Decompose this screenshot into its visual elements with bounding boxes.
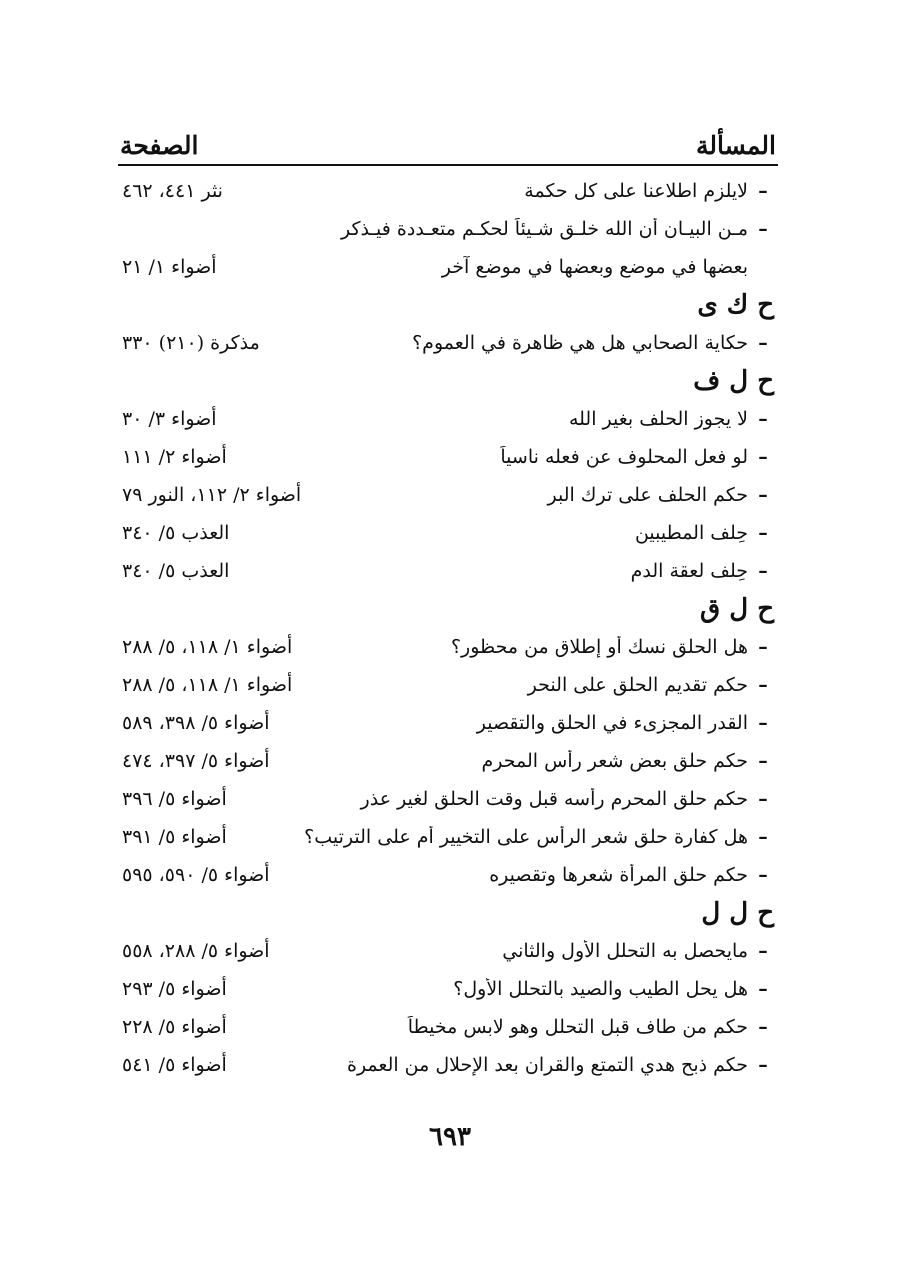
entry-reference: نثر ٤٤١، ٤٦٢ bbox=[122, 180, 223, 202]
entry-bullet: – bbox=[758, 1054, 768, 1076]
entry-topic: هل يحل الطيب والصيد بالتحلل الأول؟ bbox=[453, 978, 748, 1000]
entry-topic: مايحصل به التحلل الأول والثاني bbox=[502, 940, 748, 962]
entry-reference: أضواء ٥/ ٣٩٧، ٤٧٤ bbox=[122, 750, 270, 772]
entry-bullet: – bbox=[758, 940, 768, 962]
index-entry bbox=[118, 780, 778, 818]
entry-topic: حكم من طاف قبل التحلل وهو لابس مخيطاً bbox=[407, 1016, 748, 1038]
entry-reference: أضواء ٥/ ٣٩٨، ٥٨٩ bbox=[122, 712, 270, 734]
entry-bullet: – bbox=[758, 218, 768, 240]
entry-topic: حكم ذبح هدي التمتع والقران بعد الإحلال من العمرة bbox=[346, 1054, 748, 1076]
entry-topic: مـن البيـان أن الله خلـق شـيئاً لحكـم متعـددة فيـذكر bbox=[340, 218, 748, 240]
entry-topic: حكاية الصحابي هل هي ظاهرة في العموم؟ bbox=[412, 332, 748, 354]
root-heading: ح ل ف bbox=[693, 366, 774, 396]
index-entry bbox=[118, 400, 778, 438]
entry-reference: أضواء ٥/ ٥٩٠، ٥٩٥ bbox=[122, 864, 270, 886]
index-entry bbox=[118, 704, 778, 742]
entry-reference: أضواء ٥/ ٣٩١ bbox=[122, 826, 227, 848]
entry-bullet: – bbox=[758, 712, 768, 734]
entry-reference: أضواء ٥/ ٣٩٦ bbox=[122, 788, 227, 810]
index-entry bbox=[118, 628, 778, 666]
index-entry bbox=[118, 970, 778, 1008]
index-entry bbox=[118, 742, 778, 780]
index-entry bbox=[118, 666, 778, 704]
entry-bullet: – bbox=[758, 674, 768, 696]
entry-topic: حكم حلق بعض شعر رأس المحرم bbox=[481, 750, 748, 772]
entry-topic: لو فعل المحلوف عن فعله ناسياً bbox=[500, 446, 748, 468]
entry-reference: أضواء ٢/ ١١١ bbox=[122, 446, 227, 468]
entry-bullet: – bbox=[758, 560, 768, 582]
index-entry bbox=[118, 248, 778, 286]
entry-bullet: – bbox=[758, 408, 768, 430]
entry-topic: حكم حلق المرأة شعرها وتقصيره bbox=[489, 864, 748, 886]
entry-bullet: – bbox=[758, 446, 768, 468]
root-heading: ح ك ى bbox=[697, 290, 774, 320]
entry-bullet: – bbox=[758, 978, 768, 1000]
header-issue-label: المسألة bbox=[696, 131, 776, 160]
entry-topic: هل الحلق نسك أو إطلاق من محظور؟ bbox=[450, 636, 748, 658]
entry-reference: أضواء ٥/ ٢٩٣ bbox=[122, 978, 227, 1000]
entry-bullet: – bbox=[758, 788, 768, 810]
entry-topic: بعضها في موضع وبعضها في موضع آخر bbox=[441, 256, 748, 278]
entry-reference: أضواء ١/ ١١٨، ٥/ ٢٨٨ bbox=[122, 674, 293, 696]
entry-bullet: – bbox=[758, 522, 768, 544]
entry-reference: مذكرة (٢١٠) ٣٣٠ bbox=[122, 332, 260, 354]
entry-topic: هل كفارة حلق شعر الرأس على التخيير أم على الترتيب؟ bbox=[304, 826, 748, 848]
entry-reference: أضواء ١/ ١١٨، ٥/ ٢٨٨ bbox=[122, 636, 293, 658]
entry-reference: العذب ٥/ ٣٤٠ bbox=[122, 522, 230, 544]
entry-bullet: – bbox=[758, 484, 768, 506]
root-heading: ح ل ق bbox=[700, 594, 774, 624]
entry-bullet: – bbox=[758, 636, 768, 658]
entry-bullet: – bbox=[758, 180, 768, 202]
entry-bullet: – bbox=[758, 826, 768, 848]
entry-bullet: – bbox=[758, 332, 768, 354]
entry-topic: حكم تقديم الحلق على النحر bbox=[527, 674, 748, 696]
index-entry bbox=[118, 172, 778, 210]
index-entry bbox=[118, 1046, 778, 1084]
index-entry bbox=[118, 324, 778, 362]
index-entry bbox=[118, 1008, 778, 1046]
entry-topic: حكم حلق المحرم رأسه قبل وقت الحلق لغير عذر bbox=[360, 788, 748, 810]
entry-topic: حكم الحلف على ترك البر bbox=[547, 484, 748, 506]
entry-bullet: – bbox=[758, 864, 768, 886]
root-heading: ح ل ل bbox=[701, 898, 774, 928]
index-entry bbox=[118, 552, 778, 590]
index-entry bbox=[118, 476, 778, 514]
index-page bbox=[118, 118, 778, 1084]
index-entry bbox=[118, 856, 778, 894]
entry-reference: أضواء ٥/ ٢٢٨ bbox=[122, 1016, 227, 1038]
entry-reference: أضواء ٣/ ٣٠ bbox=[122, 408, 217, 430]
entry-topic: لا يجوز الحلف بغير الله bbox=[568, 408, 748, 430]
entry-reference: أضواء ٥/ ٢٨٨، ٥٥٨ bbox=[122, 940, 270, 962]
entry-reference: العذب ٥/ ٣٤٠ bbox=[122, 560, 230, 582]
index-body bbox=[118, 166, 778, 1084]
index-entry bbox=[118, 438, 778, 476]
index-entry bbox=[118, 932, 778, 970]
index-entry bbox=[118, 514, 778, 552]
entry-topic: حِلف لعقة الدم bbox=[630, 560, 748, 582]
column-header bbox=[118, 118, 778, 166]
header-page-label: الصفحة bbox=[120, 131, 199, 160]
index-entry bbox=[118, 210, 778, 248]
index-entry bbox=[118, 818, 778, 856]
entry-bullet: – bbox=[758, 1016, 768, 1038]
entry-topic: القدر المجزىء في الحلق والتقصير bbox=[476, 712, 748, 734]
entry-bullet: – bbox=[758, 750, 768, 772]
entry-topic: حِلف المطيبين bbox=[634, 522, 748, 544]
entry-reference: أضواء ٢/ ١١٢، النور ٧٩ bbox=[122, 484, 302, 506]
entry-reference: أضواء ١/ ٢١ bbox=[122, 256, 217, 278]
entry-reference: أضواء ٥/ ٥٤١ bbox=[122, 1054, 227, 1076]
page-number: ٦٩٣ bbox=[429, 1122, 471, 1152]
entry-topic: لايلزم اطلاعنا على كل حكمة bbox=[524, 180, 748, 202]
